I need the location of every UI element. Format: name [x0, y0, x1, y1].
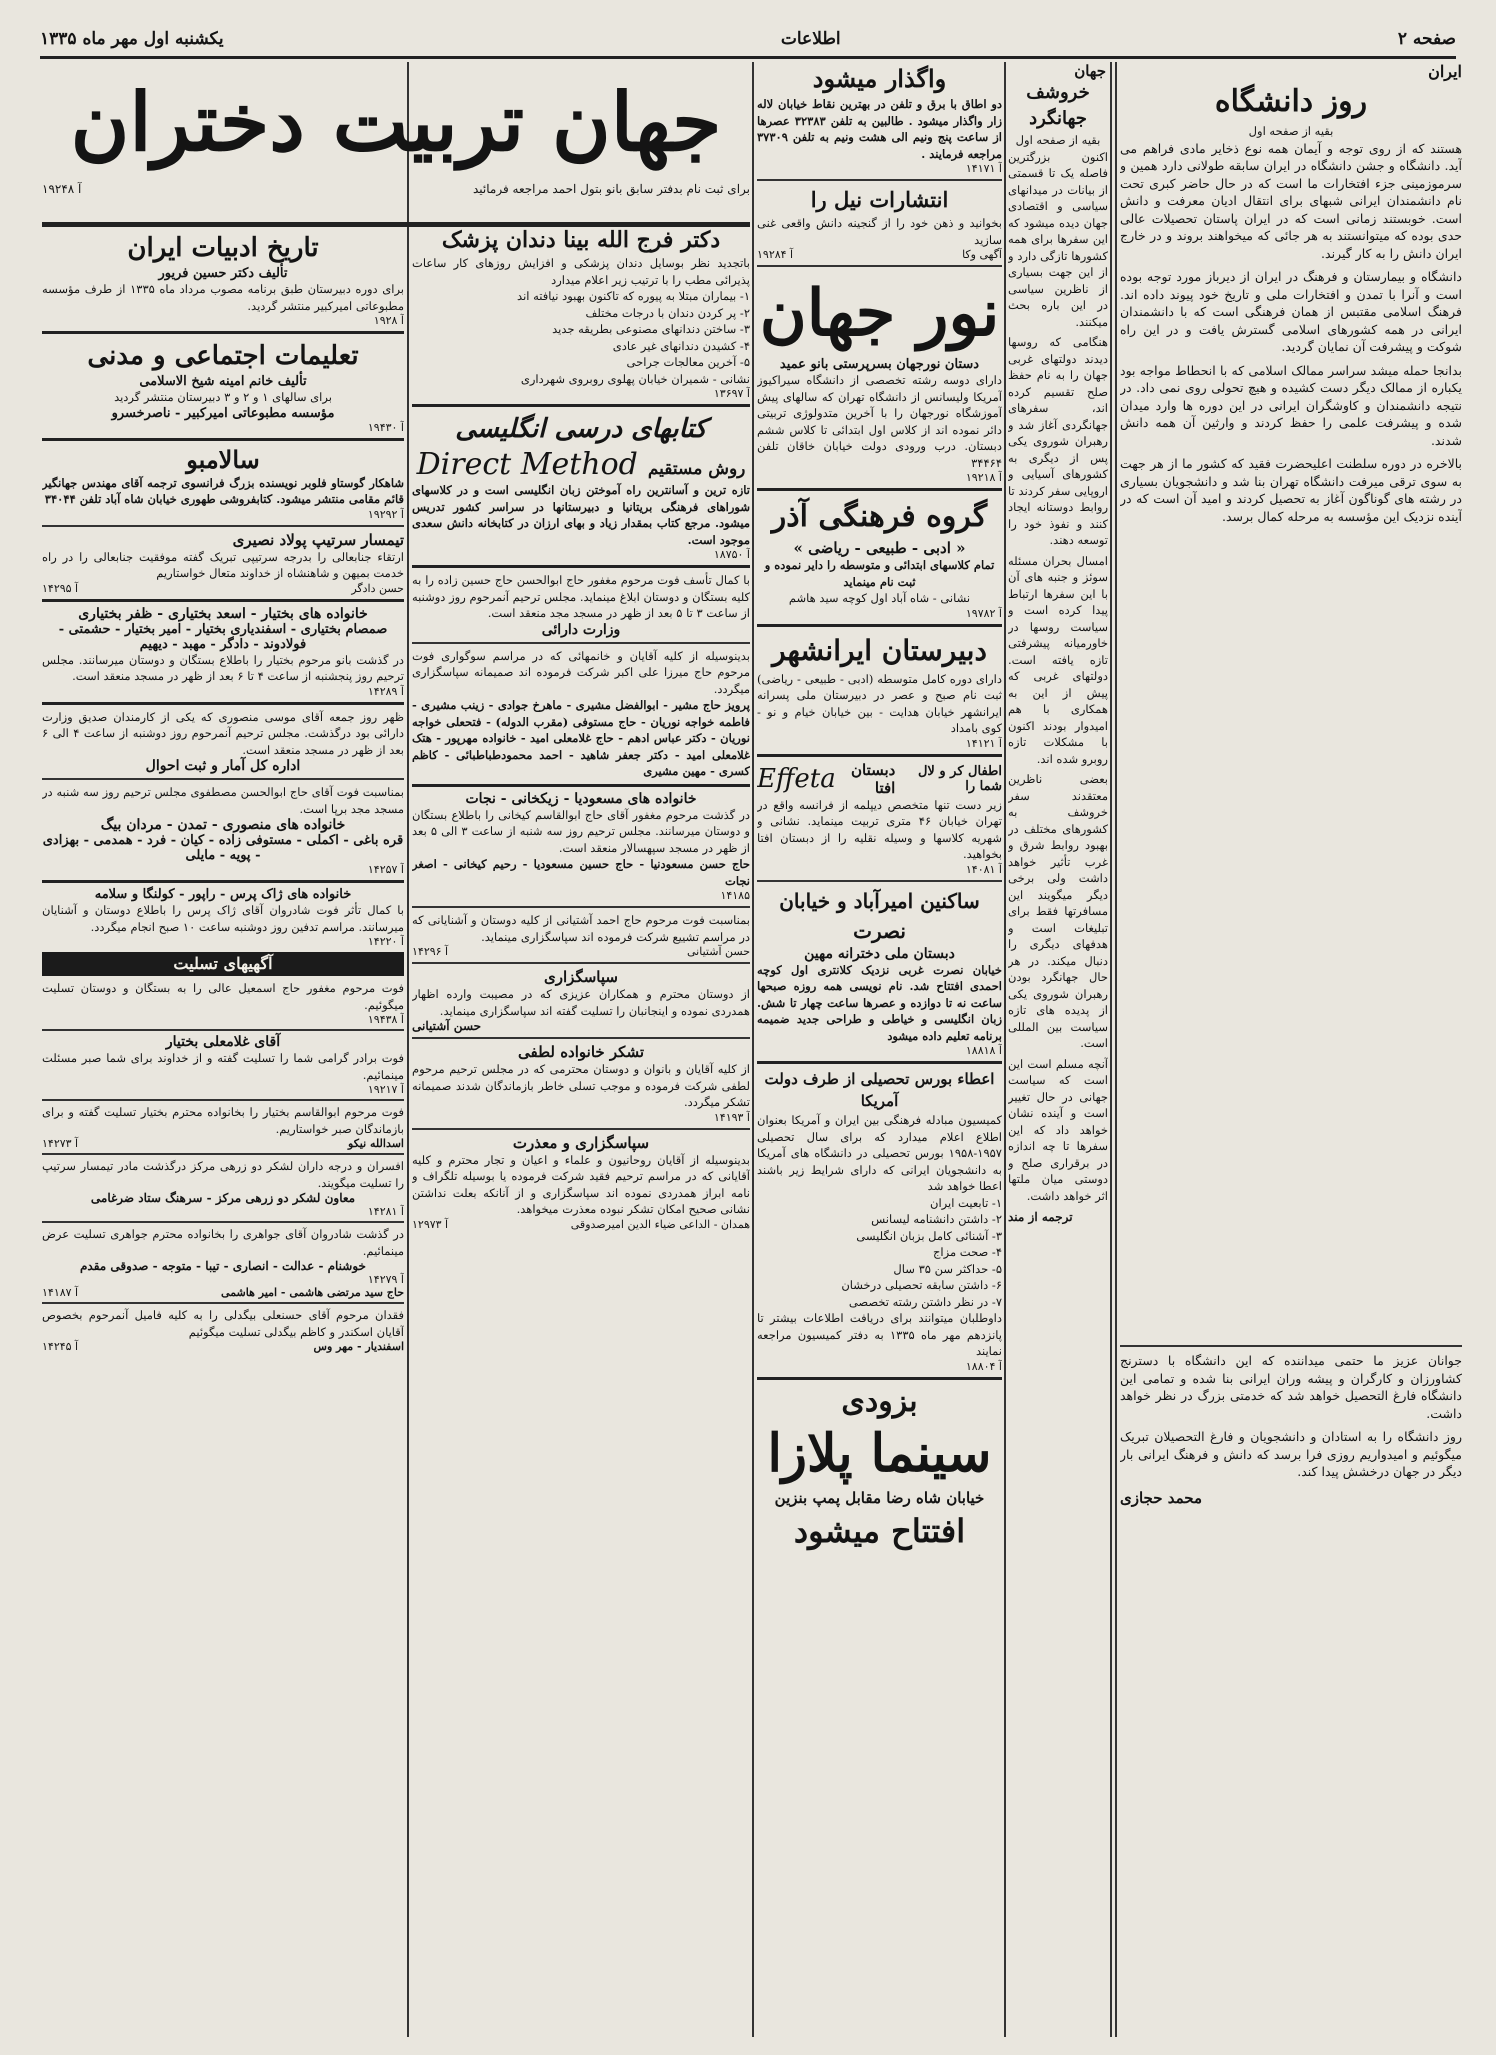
obituary [412, 648, 750, 780]
ad-text: تازه ترین و آسانترین راه آموختن زبان انگلیسی است و در کلاسهای شوراهای فرهنگی بریتانیا و دبیرستانها در سراسر کشور تدریس میشود. مرجع کتاب بمقدار زیاد و بهای ارزان در کتابخانه دانش سعدی موجود است. [412, 483, 750, 547]
ad-title: خانواده های منصوری - تمدن - مردان بیگ [100, 817, 346, 833]
page-number: صفحه ۲ [1397, 29, 1456, 49]
ad-name: حسن دادگر [351, 581, 404, 595]
ad-text: دارای دوره کامل متوسطه (ادبی - طبیعی - ریاضی) ثبت نام صبح و عصر در دبیرستان ملی پسرانه ایرانشهر خیابان هدایت - بین خیابان خیام و نو - کوی بامداد [757, 671, 1002, 735]
ad-title: سپاسگزاری و معذرت [512, 1133, 650, 1152]
ad-code-row [42, 1273, 404, 1286]
ad-code-row [757, 1044, 1002, 1057]
ad-top: بزودی [841, 1383, 918, 1419]
ad-list-item: ۳- ساختن دندانهای مصنوعی بطریقه جدید [552, 322, 750, 336]
divider [42, 1302, 404, 1304]
ad-names: اسفندیار - مهر وس [313, 1340, 404, 1353]
ad-text: از دوستان محترم و همکاران عزیزی که در مصیبت وارده اظهار همدردی نموده و اینجانبان را تسلیت گفته اند سپاسگزاری مینماید. [412, 987, 750, 1018]
condolence [42, 1158, 404, 1218]
ad-code: آ ۱۹۷۸۲ [965, 606, 1002, 620]
divider [42, 222, 750, 227]
ad-code: آ ۱۹۲۸ [373, 314, 404, 327]
condolence [42, 1104, 404, 1150]
ad-subtitle: دستان نورجهان بسرپرستی بانو عمید [779, 357, 980, 372]
ad-code-row [412, 945, 750, 958]
ad-social-studies [42, 338, 404, 434]
ad-list-item: ۲- پر کردن دندان با درجات مختلف [585, 305, 750, 320]
article-paragraph: جوانان عزیز ما حتمی میداننده که این دانشگاه با دسترنج کشاورزان و کارگران و پیشه وران ایرانی بنا شده و تمامی این دانشگاه فارغ التحصیل خواهد شد که خدمتی بزرگ در نظر خواهد داشت. [1120, 1353, 1462, 1421]
ad-code-row [42, 421, 404, 434]
divider [42, 778, 404, 780]
ad-code: آ ۱۴۲۷۳ [42, 1137, 79, 1150]
article-paragraph: بعضی ناظرین معتقدند سفر خروشف به کشورهای مختلف در بهبود روابط شرق و غرب تأثیر خواهد داشت ولی برخی دیگر میگویند این مسافرتها فقط برای تبلیغات است و هدفهای دیگری را دنبال میکند. در هر حال جهانگرد بودن رهبران شوروی یکی از پدیده های تازه سیاست بین المللی است. [1008, 772, 1108, 1050]
ad-code: آ ۱۴۲۲۰ [367, 935, 404, 948]
ad-text: ظهر روز جمعه آقای موسی منصوری که یکی از کارمندان صدیق وزارت دارائی بود درگذشت. مجلس ترحیم آنمرحوم روز دوشنبه از ساعت ۴ الی ۶ بعد از ظهر در مسجد منعقد است. [42, 709, 404, 757]
divider [757, 179, 1002, 181]
ad-list-item: ۲- داشتن دانشنامه لیسانس [871, 1212, 1002, 1226]
ad-literature-history [42, 230, 404, 327]
section-banner: آگهیهای تسلیت [42, 952, 404, 976]
divider [412, 1128, 750, 1130]
thanks [412, 1043, 750, 1124]
divider [412, 1037, 750, 1039]
divider [42, 1029, 404, 1031]
divider [757, 1061, 1002, 1064]
divider [412, 642, 750, 644]
ad-title: خانواده های ژاک پرس - راپور - کولنگا و سلامه [94, 887, 352, 902]
ad-list-item: ۱- تابعیت ایران [930, 1195, 1002, 1210]
ad-title: نور جهان [759, 276, 1000, 351]
ad-code-row [42, 935, 404, 948]
ad-title: اداره کل آمار و ثبت احوال [145, 758, 301, 774]
divider [757, 265, 1002, 267]
ad-title-latin: Direct Method [416, 447, 638, 482]
ad-code-row [412, 387, 750, 400]
obituary [412, 572, 750, 638]
ad-dentist [412, 225, 750, 400]
divider [757, 1377, 1002, 1380]
signature: ترجمه از مند [1008, 1210, 1073, 1224]
ad-address: نشانی - شمیران خیابان پهلوی روبروی شهرداری [520, 371, 750, 386]
ad-header [757, 761, 1002, 797]
ad-names: حاج حسن مسعودنیا - حاج حسین مسعودیا - رحیم کیخانی - اصغر نجات [412, 857, 750, 888]
ad-title: تیمسار سرتیپ پولاد نصیری [232, 530, 404, 549]
ad-title: وزارت دارائی [541, 621, 621, 638]
ad-list-item: ۴- صحت مزاج [933, 1245, 1002, 1259]
ad-list-item: ۷- در نظر داشتن رشته تخصصی [848, 1294, 1002, 1309]
section-label: ایران [1428, 62, 1462, 81]
ad-name: حسن آشتیانی [687, 945, 750, 958]
ad-code: آ ۱۴۲۴۵ [42, 1340, 79, 1353]
ad-code: آ ۱۴۲۸۹ [367, 684, 404, 698]
ad-text: افسران و درجه داران لشکر دو زرهی مرکز درگذشت مادر تیمسار سرتیپ را تسلیت میگویند. [42, 1159, 404, 1190]
article-title: روز دانشگاه [1214, 84, 1368, 119]
column-rule [1115, 62, 1117, 2037]
ad-noor-jahan [757, 271, 1002, 484]
divider [412, 906, 750, 908]
byline: بقیه از صفحه اول [1015, 133, 1101, 147]
obituary [42, 784, 404, 876]
ad-text: فوت مرحوم مغفور حاج اسمعیل عالی را به بستگان و دوستان تسلیت میگوئیم. [42, 981, 404, 1012]
ad-code-row [757, 471, 1002, 484]
ad-congratulation [42, 531, 404, 595]
ad-text: بخوانید و ذهن خود را از گنجینه دانش واقعی غنی سازید [757, 216, 1002, 247]
obituary [42, 709, 404, 775]
ad-title: آقای غلامعلی بختیار [165, 1034, 281, 1050]
ad-code: آ ۱۹۲۹۲ [367, 507, 404, 521]
ad-code: آ ۱۴۱۹۳ [713, 1110, 750, 1124]
divider [42, 1221, 404, 1223]
ad-list-item: ۳- آشنائی کامل بزبان انگلیسی [856, 1228, 1002, 1243]
ad-code: آ ۱۸۸۱۸ [965, 1044, 1002, 1057]
ad-code-row [42, 685, 404, 698]
ad-text: بمناسبت فوت آقای حاج ابوالحسن مصطفوی مجلس ترحیم روز سه شنبه در مسجد مجد برپا است. [42, 785, 404, 816]
ad-list-item: ۶- داشتن سابقه تحصیلی درخشان [841, 1278, 1002, 1292]
ad-code-row [412, 1111, 750, 1124]
ad-names: حاج سید مرتضی هاشمی - امیر هاشمی [221, 1286, 404, 1299]
ad-code-row [42, 863, 404, 876]
ad-title: تعلیمات اجتماعی و مدنی [87, 341, 359, 371]
ad-author: تألیف خانم امینه شیخ الاسلامی [139, 374, 307, 389]
ad-code: آ ۱۸۸۰۴ [965, 1359, 1002, 1373]
article-paragraph: اکنون بزرگترین فاصله یک تا قسمتی از بیانات در میدانهای سیاسی و اقتصادی جهان دیده میشود که این سفرها برای همه کشورها تازگی دارد و از این جهت بسیاری از ناظرین سیاسی در این باره بحث میکنند. [1008, 149, 1108, 329]
ad-author: تألیف دکتر حسین فریور [158, 266, 288, 281]
ad-address: نشانی - شاه آباد اول کوچه سید هاشم [788, 591, 971, 605]
ad-code-row [42, 1013, 404, 1026]
column-iran-bottom [1120, 1352, 1462, 2032]
ad-code-row [42, 1205, 404, 1218]
ad-title: ساکنین امیرآباد و خیابان نصرت [779, 888, 980, 943]
column-rule [1110, 62, 1112, 2037]
ad-text: بدینوسیله از کلیه آقایان و خانمهائی که در مراسم سوگواری فوت مرحوم حاج میرزا علی اکبر شرکت فرموده اند صمیمانه سپاسگزاری میگردد. [412, 648, 750, 696]
ad-text: برای ثبت نام بدفتر سابق بانو بتول احمد مراجعه فرمائید [473, 182, 750, 196]
ad-code: ۱۴۱۸۵ [720, 889, 750, 902]
ad-code: آ ۱۴۲۷۹ [367, 1273, 404, 1286]
article-title: خروشف جهانگرد [1026, 82, 1090, 129]
divider [757, 488, 1002, 491]
ad-subtitle: اطفال کر و لال شما را [917, 763, 1002, 794]
thanks [412, 1134, 750, 1231]
ad-azar-group [757, 495, 1002, 620]
ad-code: آ ۱۴۲۵۷ [367, 863, 404, 876]
ad-text: در گذشت مرحوم مغفور آقای حاج ابوالقاسم کیخانی را باطلاع بستگان و دوستان میرسانند. مجلس ترحیم روز سه شنبه از ساعت ۳ الی ۵ بعد از ظهر در مسجد سپهسالار منعقد است. [412, 807, 750, 855]
ad-code-row [42, 1340, 404, 1353]
column-rule [1004, 62, 1006, 2037]
divider [42, 702, 404, 705]
thanks [412, 968, 750, 1033]
ad-text: کمیسیون مبادله فرهنگی بین ایران و آمریکا بعنوان اطلاع اعلام میدارد که برای سال تحصیلی ۱۹۵۷-۱۹۵۸ بورس تحصیلی در دانشگاه های آمریکا به دانشجویان ایرانی که دارای شرایط زیر باشند اعطا خواهد شد [757, 1113, 1002, 1193]
divider [42, 438, 404, 441]
ad-text: شاهکار گوستاو فلوبر نویسنده بزرگ فرانسوی ترجمه آقای مهندس جهانگیر قائم مقامی منتشر میشود. کتابفروشی طهوری خیابان شاه آباد تلفن ۳۴۰۴۴ [42, 475, 404, 506]
obituary [42, 606, 404, 698]
divider [412, 962, 750, 964]
column-rule [407, 62, 409, 2037]
divider [1120, 1345, 1462, 1347]
ad-code-row [757, 1360, 1002, 1373]
ad-subtitle: دبستان ملی دخترانه مهین [804, 945, 955, 962]
divider [42, 525, 404, 527]
ad-subtitle: « ادبی - طبیعی - ریاضی » [793, 539, 966, 557]
ad-title: سالامبو [186, 444, 260, 474]
ad-text: فقدان مرحوم آقای حسنعلی بیگدلی را به کلیه فامیل آنمرحوم بخصوص آقایان اسکندر و کاظم بیگدلی تسلیت میگوئیم [42, 1308, 404, 1339]
ad-title: دبیرستان ایرانشهر [772, 633, 987, 667]
ad-list-item: ۵- حداکثر سن ۳۵ سال [893, 1261, 1002, 1276]
ad-title: خانواده های بختیار - اسعد بختیاری - ظفر بختیاری [78, 605, 368, 622]
obituary [42, 887, 404, 948]
ad-code-row [412, 889, 750, 902]
ad-code-row [757, 607, 1002, 620]
ad-title-latin: Effeta [757, 763, 836, 794]
article-paragraph: بدانجا حمله میشد سراسر ممالک اسلامی که با انحطاط مواجه بود یکباره از ممالک دیگر دست کشیده و هیچ تحولی روی نمی داد. در نتیجه دانشمندان و کاوشگران ایرانی در این دوره ها وارد میدان شده و پیشرفت علمی را حفظ کردند و وارثین آن همه دانش شدند. [1120, 362, 1462, 448]
ad-list-item: ۱- بیماران مبتلا به پیوره که تاکنون بهبود نیافته اند [517, 289, 750, 303]
ad-salammbo [42, 445, 404, 521]
signature: محمد حجازی [1120, 1488, 1202, 1507]
ad-code-row [42, 582, 404, 595]
ad-english-books [412, 411, 750, 561]
ad-code-row [757, 863, 1002, 876]
divider [42, 880, 404, 883]
divider [42, 1153, 404, 1155]
ad-subtitle: روش مستقیم [647, 459, 746, 479]
ad-title: تاریخ ادبیات ایران [127, 233, 319, 263]
ad-code: آ ۱۲۹۷۳ [412, 1217, 449, 1231]
ad-title: واگذار میشود [812, 64, 947, 93]
obituary [412, 791, 750, 903]
ad-title: کتابهای درسی انگلیسی [455, 414, 707, 444]
ad-code: آ ۱۹۲۱۸ [965, 471, 1002, 484]
ad-publisher: مؤسسه مطبوعاتی امیرکبیر - ناصرخسرو [111, 405, 335, 421]
ad-text: دارای دوسه رشته تخصصی از دانشگاه سیراکیوز آمریکا ولیسانس از دانشگاه تهران که سالهای پیش آموزشگاه نورجهان را با آخرین متدولوژی تربیتی دائر نموده اند از کلاس اول ابتدائی تا کلاس ششم دبستان. درب ورودی دولت خیابان خاقان تلفن ۳۴۴۶۴ [757, 373, 1002, 470]
ad-subtitle: خیابان شاه رضا مقابل پمپ بنزین [774, 1488, 985, 1507]
ad-code: آ ۱۴۲۸۱ [367, 1205, 404, 1218]
ad-effeta-school [757, 761, 1002, 876]
ad-list-item: ۵- آخرین معالجات جراحی [626, 355, 750, 369]
ad-text: ارتقاء جنابعالی را بدرجه سرتیپی تبریک گفته موفقیت جنابعالی را در راه خدمت بمیهن و شاهنشاه از خداوند متعال خواستاریم [42, 549, 404, 580]
divider [412, 565, 750, 568]
divider [42, 331, 404, 334]
ad-text: فوت مرحوم ابوالقاسم بختیار را بخانواده محترم بختیار تسلیت گفته و برای بازماندگان صبر خواستاریم. [42, 1105, 404, 1136]
ad-code-row [757, 248, 1002, 261]
ad-code-row [42, 1083, 404, 1096]
ad-code: آ ۱۳۶۹۷ [713, 387, 750, 400]
condolence [42, 1226, 404, 1286]
ad-code: آ ۱۴۲۹۶ [412, 945, 449, 958]
article-paragraph: روز دانشگاه را به استادان و دانشجویان و فارغ التحصیلان تبریک میگوئیم و امیدواریم روزی فرا برسد که دانش و فرهنگ ایرانی بار دیگر در جهان درخشش پیدا کند. [1120, 1429, 1462, 1479]
ad-bottom: افتتاح میشود [793, 1511, 966, 1550]
spacer [1008, 62, 1009, 63]
ad-text: برای دوره دبیرستان طبق برنامه مصوب مرداد ماه ۱۳۳۵ از طرف مؤسسه مطبوعاتی امیرکبیر منتشر گردید. [42, 282, 404, 313]
divider [757, 754, 1002, 757]
ad-text: فوت برادر گرامی شما را تسلیت گفته و از خداوند برای شما صبر مسئلت مینمائیم. [42, 1051, 404, 1082]
ad-text: در گذشت شادروان آقای جواهری را بخانواده محترم جواهری تسلیت عرض مینمائیم. [42, 1227, 404, 1258]
divider [757, 624, 1002, 627]
ad-iranshahr-school [757, 631, 1002, 750]
article-paragraph: امسال بحران مسئله سوئز و جنبه های آن با این سفرها ارتباط پیدا کرده است و سیاست روسها در خاورمیانه پیشرفتی تازه یافته است. دولتهای غربی که پیش از این به همکاری با هم امیدوار بودند اکنون با مشکلات تازه روبرو شده اند. [1008, 553, 1108, 766]
ad-names: قره باغی - اکملی - مستوفی زاده - کیان - فرد - همدمی - بهزادی - پویه - مایلی [42, 833, 404, 863]
ad-title: تشکر خانواده لطفی [518, 1043, 644, 1061]
ad-title: اعطاء بورس تحصیلی از طرف دولت آمریکا [764, 1070, 995, 1110]
ad-title: دبستان افتا [850, 760, 896, 797]
ad-title: خانواده های مسعودیا - زیکخانی - نجات [465, 790, 697, 807]
divider [412, 404, 750, 407]
ad-code: آ ۱۹۲۱۷ [367, 1083, 404, 1096]
ad-name: همدان - الداعی ضیاء الدین امیرصدوقی [570, 1217, 750, 1231]
ad-code: آ ۱۹۴۳۸ [367, 1013, 404, 1026]
article-paragraph: دانشگاه و بیمارستان و فرهنگ در ایران از دیرباز مورد توجه بوده است و آنرا با تمدن و افتخارات ملی و تاریخ خود پیوند داده اند. فرهنگ اسلامی مقتبس از همان فرهنگی است که با دانشمندان ایرانی در همه کشورهای اسلامی گسترش یافت و در این راه شوکت و پیشرفت آن نمایان گردید. [1120, 269, 1462, 354]
ad-code: آ ۱۹۲۴۸ [42, 182, 82, 196]
ad-title: گروه فرهنگی آذر [771, 499, 988, 534]
divider [757, 880, 1002, 882]
article-paragraph: هنگامی که روسها دیدند دولتهای غربی جهان را به نام حفظ صلح تقسیم کرده اند، سفرهای جهانگردی آغاز شد و رهبران شوروی یکی پس از دیگری به کشورهای آسیایی و اروپایی سفر کردند تا روابط دوستانه ایجاد کنند و نفوذ خود را توسعه دهند. [1008, 335, 1108, 547]
column-ads-3 [757, 62, 1002, 2032]
ad-rental [757, 62, 1002, 175]
ad-code-row [42, 314, 404, 327]
ad-text: دو اطاق با برق و تلفن در بهترین نقاط خیابان لاله زار واگذار میشود . طالبین به تلفن ۳۲۳۸۳ عصرها از ساعت پنج ونیم الی هشت ونیم به تلفن ۳۷۳۰۹ مراجعه فرمایند . [757, 97, 1002, 161]
ad-mahin-school [757, 886, 1002, 1058]
ad-title: سینما پلازا [767, 1422, 992, 1484]
ad-title: اسدالله نیکو [348, 1137, 404, 1150]
divider [42, 1099, 404, 1101]
ad-names: خوشنام - عدالت - انصاری - تیبا - متوجه - صدوقی مقدم [80, 1259, 366, 1273]
ad-code-row [412, 1218, 750, 1231]
ad-title: جهان تربیت دختران [70, 75, 722, 169]
section-label: جهان [1074, 62, 1106, 80]
ad-code-row [42, 182, 750, 196]
issue-date: یکشنبه اول مهر ماه ۱۳۳۵ [40, 29, 224, 49]
paper-name: اطلاعات [780, 29, 841, 49]
ad-sub: آگهی وکا [962, 248, 1002, 261]
ad-code-row [757, 162, 1002, 175]
ad-code: آ ۱۴۱۷۱ [965, 162, 1002, 175]
ad-title: سپاسگزاری [544, 968, 618, 986]
ad-code-row [412, 548, 750, 561]
ad-text: باتجدید نظر بوسایل دندان پزشکی و افزایش روزهای کار ساعات پذیرائی مطب را با ترتیب زیر اعلام میدارد [412, 256, 750, 287]
divider [42, 599, 404, 602]
byline: بقیه از صفحه اول [1248, 124, 1334, 138]
ad-girls-school [42, 62, 750, 222]
condolence [42, 980, 404, 1026]
ad-code: آ ۱۴۰۸۱ [965, 862, 1002, 876]
ad-cinema-plaza [757, 1384, 1002, 1555]
masthead [40, 22, 1456, 59]
article-paragraph: بالاخره در دوره سلطنت اعلیحضرت فقید که کشور ما از هر جهت به سوی ترقی میرفت دانشگاه تهران بنا شد و دانشجویان بسیاری در رشته های گوناگون آغاز به تحصیل کردند و امید آن است که در آینده نزدیک این مؤسسه به مرحله کمال برسد. [1120, 456, 1462, 524]
condolence [42, 1307, 404, 1353]
ad-code: آ ۱۴۱۸۷ [42, 1286, 79, 1299]
ad-text: در گذشت بانو مرحوم بختیار را باطلاع بستگان و دوستان میرسانند. مجلس ترحیم روز پنجشنبه از ساعت ۴ تا ۶ بعد از ظهر در مسجد منعقد است. [42, 652, 404, 683]
ad-code-row [42, 1286, 404, 1299]
ad-name: حسن آشتیانی [412, 1019, 482, 1033]
ad-code: آ ۱۴۲۹۵ [42, 581, 79, 595]
article-paragraph: هستند که از روی توجه و آیمان همه نوع ذخایر مادی فراهم می آید. دانشگاه و جشن دانشگاه در ایران سابقه طولانی دارد همین و سرموزمینی جزء افتخارات ما است که در حال حاضر کبری تحت نام دانشمندان ایرانی شبهای برای انتقال ادیان معرفت و دانش است. خوبستند زمانی است که در ایران پاستان تحصیلات عالی حدی بوده که میتوانستند به هر جائی که میخواهند بروند و در خارج ایران دانش را به کار گیرند. [1120, 140, 1462, 261]
ad-title: معاون لشکر دو زرهی مرکز - سرهنگ ستاد ضرغامی [90, 1191, 356, 1205]
ad-nil-publications [757, 185, 1002, 261]
ad-text: برای سالهای ۱ و ۲ و ۳ دبیرستان منتشر گردید [114, 390, 332, 404]
ad-text: با کمال تأثر فوت شادروان آقای ژاک پرس را باطلاع دوستان و آشنایان میرسانند. مراسم تدفین روز دوشنبه ساعت ۱۰ صبح انجام میگردد. [42, 903, 404, 934]
column-ads-5 [42, 230, 404, 2030]
ad-text: خیابان نصرت غربی نزدیک کلانتری اول کوچه احمدی افتتاح شد. نام نویسی همه روزه صبحها ساعت نه تا دوازده و عصرها ساعت چهار تا شش. زبان انگلیسی و خیاطی و طراحی جدید ضمیمه برنامه تعلیم داده میشود [757, 962, 1002, 1043]
ad-title: دکتر فرج الله بینا دندان پزشک [441, 227, 721, 253]
article-paragraph: آنچه مسلم است این است که سیاست جهانی در حال تغییر است و آینده نشان خواهد داد که این سفرها تا چه اندازه در برقراری صلح و دوستی میان ملتها اثر خواهد داشت. [1008, 1056, 1108, 1203]
ad-code: آ ۱۹۲۸۴ [757, 248, 794, 261]
ad-text: با کمال تأسف فوت مرحوم مغفور حاج ابوالحسن حاج حسین زاده را به کلیه بستگان و دوستان ابلاغ مینماید. مجلس ترحیم آنمرحوم روز دوشنبه از ساعت ۳ تا ۵ بعد از ظهر در مسجد مجد منعقد است. [412, 573, 750, 620]
ad-names: صمصام بختیاری - اسفندیاری بختیار - امیر بختیار - حشمتی - فولادوند - دادگر - مهبد - دیهیم [58, 621, 388, 652]
ad-text: بمناسبت فوت مرحوم حاج احمد آشتیانی از کلیه دوستان و آشنایانی که در مراسم تشییع شرکت فرموده اند سپاسگزاری مینماید. [412, 913, 750, 944]
ad-text: از کلیه آقایان و بانوان و دوستان محترمی که در مجلس ترحیم مرحوم لطفی شرکت فرموده و موجب تسلی خاطر بازماندگان شدند صمیمانه تشکر میگردد. [412, 1062, 750, 1109]
ad-list-item: ۴- کشیدن دندانهای غیر عادی [612, 338, 750, 353]
ad-header [412, 447, 750, 482]
column-jahan [1008, 80, 1108, 2030]
column-ads-4 [412, 225, 750, 2030]
ad-text: زیر دست تنها متخصص دیپلمه از فرانسه واقع در تهران خیابان ۴۶ متری تربیت مینماید. نشانی و شهریه کلاسها و وسیله نقلیه را از دبستان افتا بخواهید. [757, 797, 1002, 861]
ad-code-row [757, 737, 1002, 750]
ad-text: بدینوسیله از آقایان روحانیون و علماء و اعیان و تجار محترم و کلیه آقایانی که در مراسم ترحیم فقید شرکت فرموده یا بوسیله تلگراف و نامه ابراز همدردی نموده اند سپاسگزاری و از آنانکه بعلت نداشتن نشانی صحیح امکان تشکر نبوده معذرت میخواهد. [412, 1152, 750, 1216]
ad-code-row [42, 508, 404, 521]
ad-names: پرویز حاج مشیر - ابوالفضل مشیری - ماهرخ جوادی - زینب مشیری - فاطمه خواجه نوریان - حاج مستوفی (مقرب الدوله) - فتحعلی خواجه نوریان - دکتر عباس ادهم - حاج غلامعلی امید - خانواده مهرپور - هتک غلامعلی امید - دکتر جعفر شاهید - احمد محمودطباطبائی - کاظم کسری - مهین مشیری [412, 698, 750, 778]
ad-code-row [42, 1137, 404, 1150]
ad-title: انتشارات نیل را [810, 187, 949, 212]
ad-code: آ ۱۹۴۳۰ [367, 420, 404, 434]
ad-us-scholarship [757, 1068, 1002, 1373]
thanks [412, 912, 750, 958]
ad-text: تمام کلاسهای ابتدائی و متوسطه را دایر نموده و ثبت نام مینماید [764, 558, 995, 589]
column-rule [752, 62, 754, 2037]
ad-text: داوطلبان میتوانند برای دریافت اطلاعات بیشتر تا پانزدهم مهر ماه ۱۳۳۵ به دفتر کمیسیون مراجعه نمایند [757, 1311, 1002, 1358]
ad-code: آ ۱۸۷۵۰ [713, 548, 750, 561]
condolence [42, 1034, 404, 1096]
ad-code: آ ۱۴۱۲۱ [965, 736, 1002, 750]
divider [412, 784, 750, 787]
